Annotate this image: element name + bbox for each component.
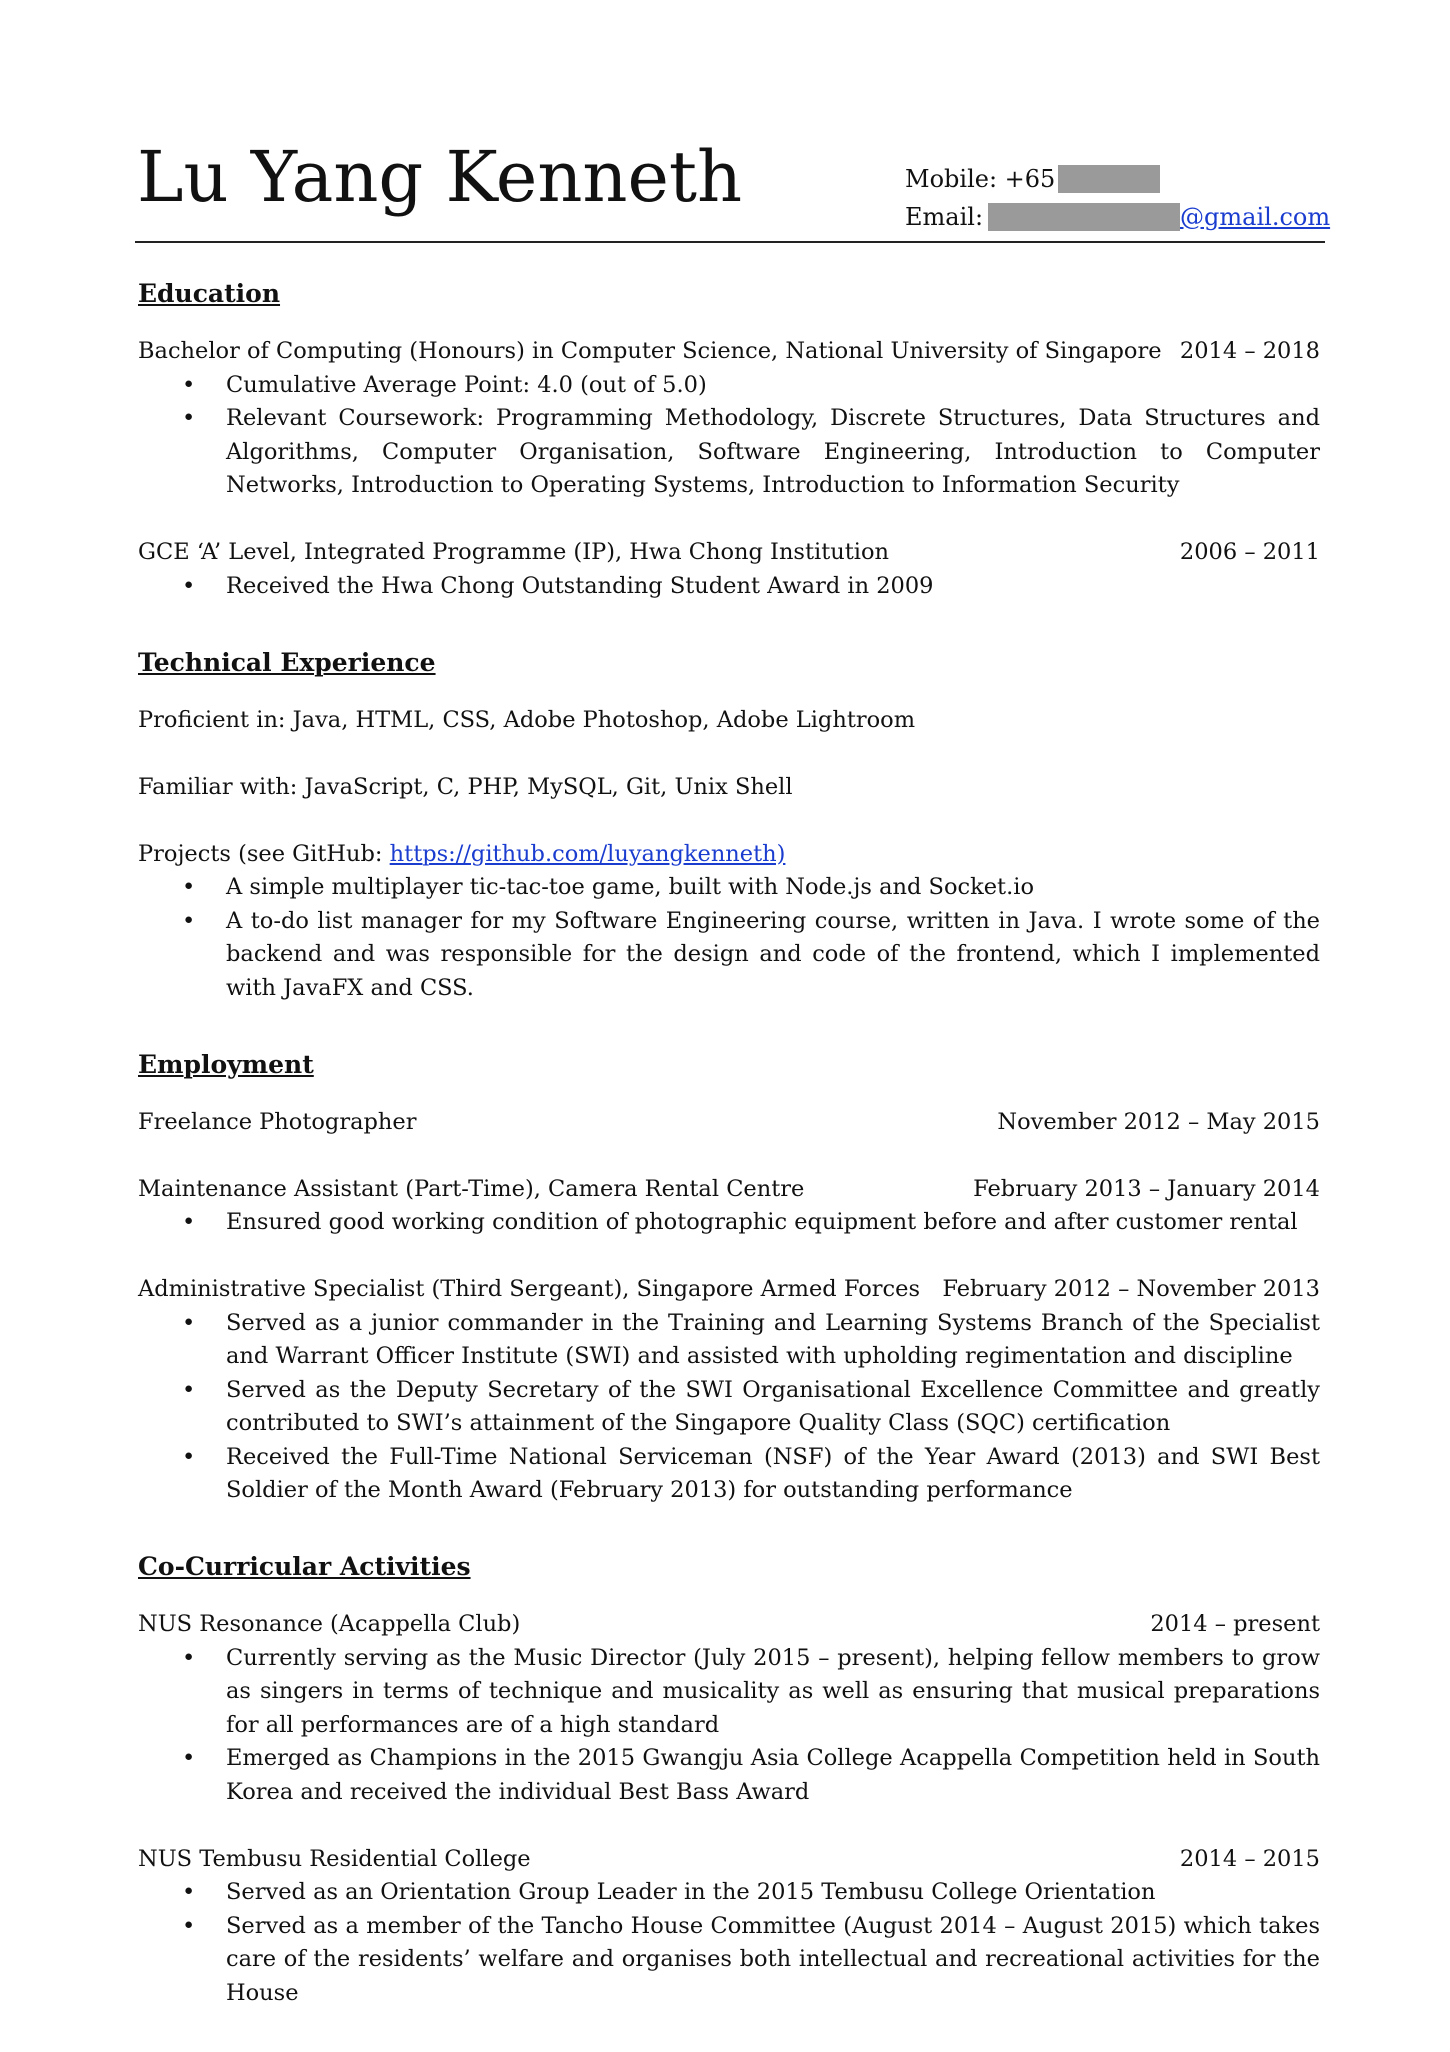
bullet-item: • A to-do list manager for my Software Engineering course, written in Java. I wrote some of the backend and was responsible for the design and code of the frontend, which I implemented with JavaFX and CSS. [138, 905, 1320, 1006]
entry-date: 2014 – 2018 [1179, 338, 1320, 364]
cca-entry [138, 1843, 1320, 2011]
education-entry [138, 335, 1320, 503]
mobile-row [905, 160, 1330, 198]
entry-date: 2014 – present [1150, 1611, 1320, 1637]
entry-date: 2014 – 2015 [1179, 1845, 1320, 1872]
bullet-item: • A simple multiplayer tic-tac-toe game, built with Node.js and Socket.io [138, 871, 1320, 905]
entry-heading-row [138, 1173, 1320, 1207]
entry-heading: NUS Tembusu Residential College [138, 1845, 531, 1872]
bullet-item: • Served as a junior commander in the Training and Learning Systems Branch of the Specialist and Warrant Officer Institute (SWI) and assisted with upholding regimentation and discipline [138, 1307, 1320, 1374]
bullet-list [138, 570, 1320, 604]
section-title-education: Education [138, 279, 281, 308]
bullet-item: • Cumulative Average Point: 4.0 (out of 5.0) [138, 369, 1320, 403]
entry-heading: NUS Resonance (Acappella Club) [138, 1611, 521, 1637]
email-link[interactable]: @gmail.com [1180, 203, 1331, 231]
bullet-item: • Served as a member of the Tancho House Committee (August 2014 – August 2015) which takes care of the residents’ welfare and organises both intellectual and recreational activities for the House [138, 1910, 1320, 2011]
entry-heading: Administrative Specialist (Third Sergeant), Singapore Armed Forces [138, 1276, 920, 1302]
familiar-line: Familiar with: JavaScript, C, PHP, MySQL, Git, Unix Shell [138, 773, 793, 800]
contact-block [905, 160, 1330, 236]
employment-entry [138, 1106, 1320, 1140]
bullet-item: • Relevant Coursework: Programming Methodology, Discrete Structures, Data Structures and Algorithms, Computer Organisation, Software Engineering, Introduction to Computer Networks, Introduction to Operating Systems, Introduction to Information Security [138, 402, 1320, 503]
redacted-email-box [988, 203, 1180, 231]
section-title-technical: Technical Experience [138, 647, 436, 677]
github-link[interactable]: https://github.com/luyangkenneth) [389, 840, 786, 867]
section-title-employment: Employment [138, 1049, 314, 1079]
entry-heading: Maintenance Assistant (Part-Time), Camera Rental Centre [138, 1175, 805, 1202]
entry-date: February 2012 – November 2013 [942, 1276, 1320, 1302]
proficient-line: Proficient in: Java, HTML, CSS, Adobe Photoshop, Adobe Lightroom [138, 706, 916, 733]
projects-heading-row [138, 838, 1320, 872]
section-title-cca: Co-Curricular Activities [138, 1552, 471, 1581]
bullet-list [138, 1642, 1320, 1810]
email-label: Email: [905, 203, 984, 231]
bullet-item: • Served as an Orientation Group Leader in the 2015 Tembusu College Orientation [138, 1876, 1320, 1910]
employment-entry [138, 1173, 1320, 1240]
entry-heading-row [138, 536, 1320, 570]
bullet-list [138, 1876, 1320, 2010]
employment-entry [138, 1273, 1320, 1508]
entry-heading-row [138, 1608, 1320, 1642]
entry-date: February 2013 – January 2014 [973, 1175, 1320, 1202]
bullet-item: • Served as the Deputy Secretary of the SWI Organisational Excellence Committee and greatly contributed to SWI’s attainment of the Singapore Quality Class (SQC) certification [138, 1374, 1320, 1441]
bullet-list [138, 369, 1320, 503]
bullet-list [138, 1307, 1320, 1508]
entry-date: November 2012 – May 2015 [997, 1108, 1320, 1135]
bullet-list [138, 871, 1320, 1005]
redacted-phone-box [1058, 165, 1160, 193]
resume-body [138, 268, 1320, 2044]
bullet-item: • Received the Hwa Chong Outstanding Student Award in 2009 [138, 570, 1320, 604]
entry-heading-row [138, 1843, 1320, 1877]
entry-date: 2006 – 2011 [1179, 539, 1320, 565]
entry-heading: Freelance Photographer [138, 1108, 417, 1135]
entry-heading: GCE ‘A’ Level, Integrated Programme (IP), Hwa Chong Institution [138, 539, 890, 565]
education-entry [138, 536, 1320, 603]
cca-entry [138, 1608, 1320, 1809]
bullet-item: • Currently serving as the Music Director (July 2015 – present), helping fellow members to grow as singers in terms of technique and musicality as well as ensuring that musical preparations for all performances are of a high standard [138, 1642, 1320, 1743]
entry-heading-row [138, 1106, 1320, 1140]
header-divider [135, 241, 1325, 243]
candidate-name: Lu Yang Kenneth [137, 136, 743, 218]
projects-block [138, 838, 1320, 1006]
bullet-list [138, 1206, 1320, 1240]
entry-heading-row [138, 335, 1320, 369]
bullet-item: • Received the Full-Time National Serviceman (NSF) of the Year Award (2013) and SWI Best Soldier of the Month Award (February 2013) for outstanding performance [138, 1441, 1320, 1508]
entry-heading: Bachelor of Computing (Honours) in Computer Science, National University of Singapore [138, 338, 1162, 364]
mobile-label: Mobile: +65 [905, 165, 1056, 193]
entry-heading-row [138, 1273, 1320, 1307]
bullet-item: • Ensured good working condition of photographic equipment before and after customer rental [138, 1206, 1320, 1240]
email-row [905, 198, 1330, 236]
bullet-item: • Emerged as Champions in the 2015 Gwangju Asia College Acappella Competition held in South Korea and received the individual Best Bass Award [138, 1742, 1320, 1809]
projects-label: Projects (see GitHub: [138, 840, 390, 867]
